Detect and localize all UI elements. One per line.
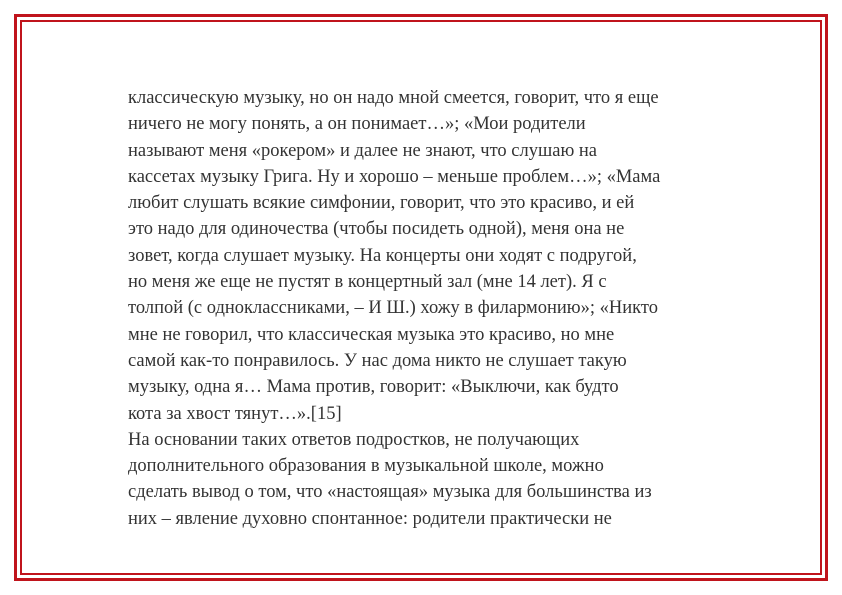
document-text: [128, 85, 768, 532]
text-line: классическую музыку, но он надо мной смеется, говорит, что я еще: [128, 88, 659, 108]
text-line: толпой (с одноклассниками, – И Ш.) хожу в филармонию»; «Никто: [128, 298, 658, 319]
text-line: ничего не могу понять, а он понимает…»; «Мои родители: [128, 114, 586, 135]
text-line: кота за хвост тянут…».[15]: [128, 403, 342, 424]
text-line: сделать вывод о том, что «настоящая» музыка для большинства из: [128, 482, 652, 503]
text-line: кассетах музыку Грига. Ну и хорошо – меньше проблем…»; «Мама: [128, 166, 661, 187]
text-line: На основании таких ответов подростков, не получающих: [128, 429, 580, 450]
text-line: это надо для одиночества (чтобы посидеть одной), меня она не: [128, 219, 625, 240]
text-line: них – явление духовно спонтанное: родители практически не: [128, 508, 612, 529]
text-line: зовет, когда слушает музыку. На концерты они ходят с подругой,: [128, 245, 637, 266]
text-line: музыку, одна я… Мама против, говорит: «Выключи, как будто: [128, 377, 619, 398]
text-line: дополнительного образования в музыкальной школе, можно: [128, 456, 604, 477]
text-line: самой как-то понравилось. У нас дома никто не слушает такую: [128, 350, 627, 371]
text-line: любит слушать всякие симфонии, говорит, что это красиво, и ей: [128, 193, 635, 214]
text-line: называют меня «рокером» и далее не знают, что слушаю на: [128, 140, 598, 161]
text-line: но меня же еще не пустят в концертный зал (мне 14 лет). Я с: [128, 272, 607, 293]
text-line: мне не говорил, что классическая музыка это красиво, но мне: [128, 324, 615, 345]
